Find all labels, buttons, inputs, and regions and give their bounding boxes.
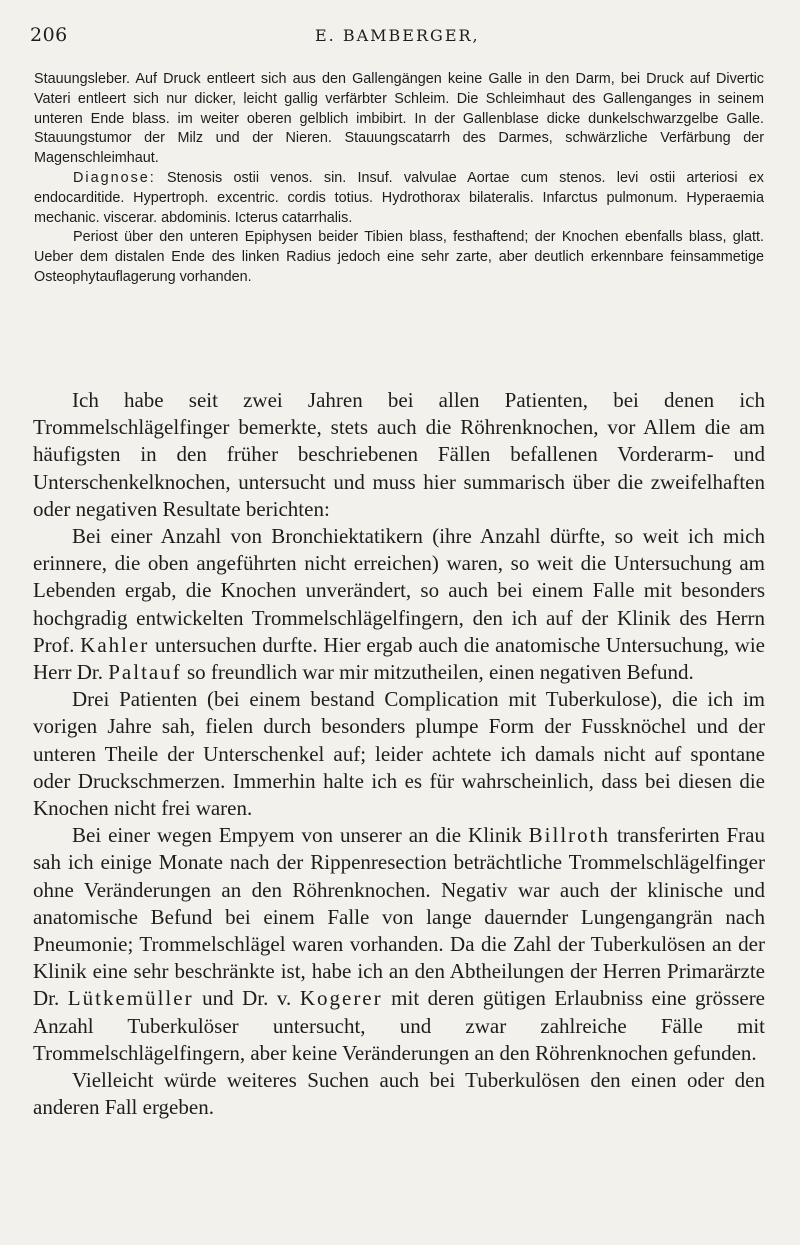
page-header xyxy=(30,24,760,52)
text-run: so freundlich war mir mitzutheilen, einen negativen Befund. xyxy=(181,660,694,685)
name-luetkemueller: Lütkemüller xyxy=(67,986,194,1011)
name-billroth: Billroth xyxy=(528,823,611,848)
text-run: untersuchen durfte. Hier ergab auch die anatomische Untersuchung, wie Herr Dr. xyxy=(33,632,765,685)
text-run: Bei einer wegen Empyem von unserer an die Klinik xyxy=(72,823,529,848)
page-number: 206 xyxy=(30,24,68,46)
body-paragraph-1: Ich habe seit zwei Jahren bei allen Patienten, bei denen ich Trommelschlägelfinger bemerkte, stets auch die Röhrenknochen, vor Allem die am häufigsten in den früher beschriebenen Fällen befallenen Vorderarm- und Unterschenkelknochen, untersucht und muss hier summarisch über die zweifelhaften oder negativen Resultate berichten: xyxy=(33,388,765,521)
name-kahler: Kahler xyxy=(80,632,150,657)
body-paragraph-2 xyxy=(33,523,765,686)
text-run: transferirten Frau sah ich einige Monate nach der Rippenresection beträchtliche Trommelschlägelfinger ohne Veränderungen an den Röhrenknochen. Negativ war auch der klinische und anatomische Befund bei einem Falle von lange dauernder Lungengangrän nach Pneumonie; Trommelschlägel waren vorhanden. Da die Zahl der Tuberkulösen an der Klinik eine sehr beschränkte ist, habe ich an den Abtheilungen der Herren Primarärzte Dr. xyxy=(33,823,766,1011)
body-paragraph-5: Vielleicht würde weiteres Suchen auch bei Tuberkulösen den einen oder den anderen Fall ergeben. xyxy=(33,1068,765,1120)
text-run: mit deren gütigen Erlaubniss eine grössere Anzahl Tuberkulöser untersucht, und zwar zahlreiche Fälle mit Trommelschlägelfingern, aber keine Veränderungen an den Röhrenknochen gefunden. xyxy=(33,986,766,1065)
diagnosis-paragraph xyxy=(34,169,764,228)
running-head: E. BAMBERGER, xyxy=(315,26,480,45)
autopsy-findings xyxy=(34,70,764,288)
diagnosis-text: Stenosis ostii venos. sin. Insuf. valvulae Aortae cum stenos. levi ostii arteriosi ex endocarditide. Hypertroph. excentric. cordis totius. Hydrothorax bilateralis. Infarctus pulmonum. Hyperaemia mechanic. viscerar. abdominis. Icterus catarrhalis. xyxy=(34,169,764,226)
name-kogerer: Kogerer xyxy=(299,986,383,1011)
text-run: Bei einer Anzahl von Bronchiektatikern (ihre Anzahl dürfte, so weit ich mich erinnere, die oben angeführten nicht erreichen) waren, so weit die Untersuchung am Lebenden ergab, die Knochen unverändert, so auch bei einem Falle mit besonders hochgradig entwickelten Trommelschlägelfingern, den ich auf der Klinik des Herrn Prof. xyxy=(33,524,765,657)
body-paragraph-4 xyxy=(33,822,765,1067)
main-text xyxy=(33,387,765,1121)
findings-paragraph: Stauungsleber. Auf Druck entleert sich aus den Gallengängen keine Galle in den Darm, bei Druck auf Divertic Vateri entleert sich nur dicker, leicht gallig verfärbter Schleim. Die Schleimhaut des Gallenganges in seinem unteren Ende blass. im weiter oberen gelblich imbibirt. In der Gallenblase dicke dunkelschwarzgelbe Galle. Stauungstumor der Milz und der Nieren. Stauungscatarrh des Darmes, schwärzliche Verfärbung der Magenschleimhaut. xyxy=(34,71,764,167)
body-paragraph-3: Drei Patienten (bei einem bestand Complication mit Tuberkulose), die ich im vorigen Jahre sah, fielen durch besonders plumpe Form der Fussknöchel und der unteren Theile der Unterschenkel auf; leider achtete ich damals nicht auf spontane oder Druckschmerzen. Immerhin halte ich es für wahrscheinlich, dass bei diesen die Knochen nicht frei waren. xyxy=(33,687,765,821)
periost-paragraph: Periost über den unteren Epiphysen beider Tibien blass, festhaftend; der Knochen ebenfalls blass, glatt. Ueber dem distalen Ende des linken Radius jedoch eine sehr zarte, aber deutlich erkennbare feinsammetige Osteophytauflagerung vorhanden. xyxy=(34,229,764,285)
diagnosis-label: Diagnose: xyxy=(73,169,156,186)
text-run: und Dr. v. xyxy=(193,986,300,1011)
name-paltauf: Paltauf xyxy=(108,660,182,685)
